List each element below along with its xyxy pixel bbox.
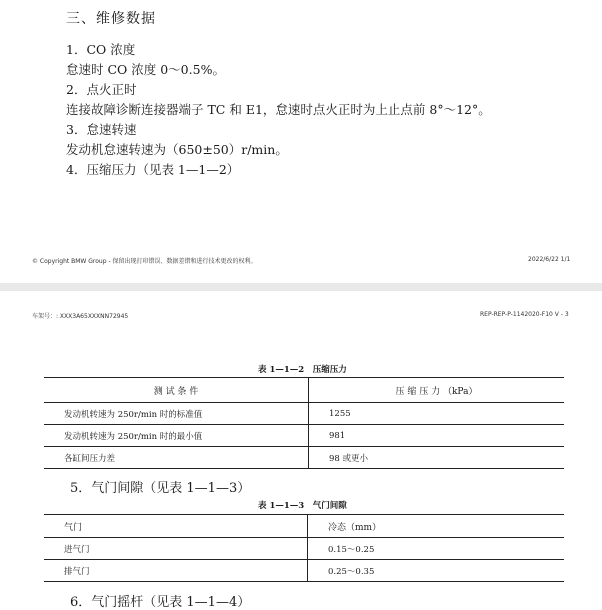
item-compression-title: 4．压缩压力（见表 1—1—2） (66, 162, 240, 177)
table-cell: 各缸间压力差 (44, 447, 309, 469)
section6-title-partial: 6．气门摇杆（见表 1—1—4） (70, 595, 251, 610)
footer-date-page: 2022/6/22 1/1 (528, 256, 571, 263)
table-cell: 0.15～0.25 (308, 538, 565, 560)
table2-caption: 表 1—1—3 气门间隙 (258, 501, 347, 511)
item-co-text: 怠速时 CO 浓度 0～0.5%。 (66, 62, 225, 77)
table-cell: 0.25～0.35 (308, 560, 565, 582)
section-heading: 三、维修数据 (66, 11, 156, 27)
table2-header-cold: 冷态（mm） (308, 515, 565, 538)
compression-pressure-table (44, 377, 564, 469)
item-co-title: 1．CO 浓度 (66, 42, 136, 57)
table1-header-pressure: 压 缩 压 力 （kPa） (309, 378, 565, 403)
page-separator (0, 283, 602, 291)
table-cell: 98 或更小 (309, 447, 565, 469)
table-row (44, 425, 564, 447)
item-ignition-text: 连接故障诊断连接器端子 TC 和 E1，怠速时点火正时为上止点前 8°～12°。 (66, 102, 491, 117)
table-cell: 发动机转速为 250r/min 时的最小值 (44, 425, 309, 447)
table-cell: 排气门 (44, 560, 308, 582)
item-idle-text: 发动机怠速转速为（650±50）r/min。 (66, 142, 288, 157)
table-row (44, 538, 564, 560)
table1-header-condition: 测 试 条 件 (44, 378, 309, 403)
table-cell: 发动机转速为 250r/min 时的标准值 (44, 403, 309, 425)
table-cell: 1255 (309, 403, 565, 425)
table-row (44, 560, 564, 582)
header-doc-ref: REP-REP-P-1142020-F10 V - 3 (480, 311, 569, 318)
section5-title: 5．气门间隙（见表 1—1—3） (70, 481, 251, 496)
item-idle-title: 3．怠速转速 (66, 122, 137, 137)
item-ignition-title: 2．点火正时 (66, 82, 137, 97)
table-row (44, 447, 564, 469)
document-page-1 (0, 0, 602, 283)
footer-copyright: © Copyright BMW Group - 保留出现打印错误、数据差错和进行技术更改的权利。 (32, 258, 257, 265)
table1-caption: 表 1—1—2 压缩压力 (258, 365, 347, 375)
header-vin: 车架号：: XXX3A65XXXNN72945 (32, 313, 129, 320)
table-cell: 981 (309, 425, 565, 447)
valve-clearance-table (44, 514, 564, 582)
document-page-2 (0, 291, 602, 610)
table-cell: 进气门 (44, 538, 308, 560)
table-row (44, 403, 564, 425)
table2-header-valve: 气门 (44, 515, 308, 538)
